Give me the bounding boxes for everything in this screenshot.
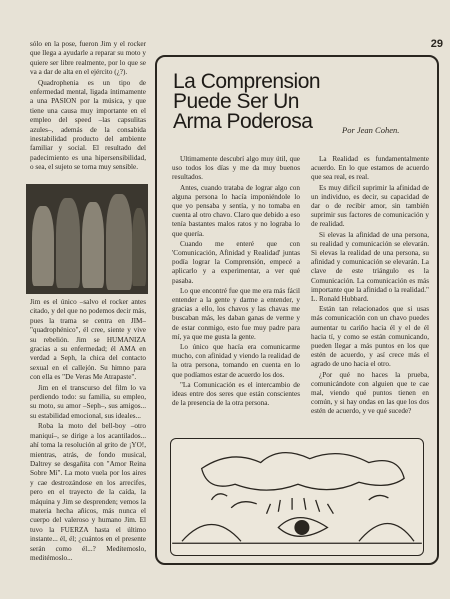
article-title [173,72,373,132]
paragraph: Cuando me enteré que con 'Comunicación, Afinidad y Realidad' juntas podía lograr la Comprensión, empecé a aplicarlo y a experimentar, a ver qué pasaba. [172,239,300,285]
paragraph: La Realidad es fundamentalmente acuerdo. En lo que estamos de acuerdo que sea real, es real. [311,155,429,182]
paragraph: Antes, cuando trataba de lograr algo con alguna persona lo hacía imponiéndole lo que yo pensaba y sentía, y no tomaba en cuenta al otro chavo. Claro que debido a eso tenía bastantes malos ratos y no lograba lo que quería. [172,183,300,238]
band-photo [26,184,148,294]
paragraph: Jim en el transcurso del film lo va perdiendo todo: su familia, su empleo, su moto, su amor –Seph–, sus amigos... su estabilidad emocional, sus ideales... [30,383,146,420]
eye-illustration-drawing [171,439,423,555]
paragraph: sólo en la pose, fueron Jim y el rocker que llega a ayudarle a reparar su moto y quiere ser libre realmente, por lo que se va a dar de alta en el ejército (¿?). [30,40,146,77]
paragraph: Están tan relacionados que si usas más comunicación con un chavo puedes aumentar tu cariño hacia él y el de él hacia tí, y como se están comunicando, pueden llegar a más puntos en los que estén de acuerdo, y así crece más el agrado de uno hacia el otro. [311,305,429,369]
left-column-top [30,40,146,174]
paragraph: Lo que encontré fue que me era más fácil entender a la gente y darme a entender, y gracias a ello, los chavos y las chavas me buscaban más, les daban ganas de verme y de estar conmigo, esto fue muy padre para mí, ya que me gusta la gente. [172,286,300,341]
left-column-bottom [30,298,146,564]
article-column-2 [311,155,429,418]
byline: Por Jean Cohen. [342,125,400,135]
paragraph: Lo único que hacía era comunicarme mucho, con afinidad y viendo la realidad de la otra persona, tomando en cuenta en lo que podíamos estar de acuerdo los dos. [172,343,300,379]
article-column-1 [172,155,300,409]
eye-illustration [170,438,424,556]
title-line: Arma Poderosa [173,110,313,133]
paragraph: Es muy difícil suprimir la afinidad de un individuo, es decir, su capacidad de dar o de recibir amor, sin también suprimir sus factores de comunicación y de realidad. [311,183,429,229]
paragraph: Jim es el único –salvo el rocker antes citado, y del que no podemos decir más, pues la trama se centra en JIM– "quadrophénico", él cree, siente y vive su rebelión. Jim se HUMANIZA gracias a su enfermedad; él AMA en verdad a Seph, la chica del contacto sexual en el callejón. Su himno para con ella es "De Veras Me Atrapaste". [30,298,146,382]
title-line: La Comprension [173,70,321,93]
paragraph: ¿Por qué no haces la prueba, comunicándote con alguien que te cae mal, viendo qué puntos tienen en común, y si hay ondas en las que los dos estén de acuerdo, y ve qué sucede? [311,370,429,416]
paragraph: Roba la moto del bell-boy –otro maniquí–, se dirige a los acantilados... ahí toma la resolución al grito de ¡YO!, mientras, atrás, de fondo musical, Daltrey se desgañita con "Amor Reina Sobre Mí". La moto vuela por los aires y cae destrozándose en los arrecifes, pero en el trayecto de la caída, la máquina y Jim se desprenden; vemos la materia hecha añicos, más nunca el cuerpo del valeroso y humano Jim. El tuvo la FUERZA hasta el último instante... él, él; ¿cuántos en el presente serán como él...? Medítemoslo, meditémoslo... [30,422,146,562]
paragraph: Quadrophenia es un tipo de enfermedad mental, ligada íntimamente a una PASION por la música, y que tiene una causa muy importante en el empleo del speed –las capsulitas azules–, además de la consabida inestabilidad producto del ambiente familiar y social. El resultado del padecimiento es una hipersensibilidad, o sea, el sujeto se torna muy sensible. [30,78,146,172]
page-number: 29 [430,38,443,50]
paragraph: "La Comunicación es el intercambio de ideas entre dos seres que están conscientes de la presencia de la otra persona. [172,380,300,408]
title-line: Puede Ser Un [173,90,299,113]
paragraph: Si elevas la afinidad de una persona, su realidad y comunicación se elevarán. Si elevas la realidad de una persona, su afinidad y comunicación se elevarán. La clave de este triángulo es la Comunicación. La comunicación es más importante que la afinidad o la realidad." L. Ronald Hubbard. [311,230,429,304]
paragraph: Ultimamente descubrí algo muy útil, que uso todos los días y me da muy buenos resultados. [172,155,300,182]
